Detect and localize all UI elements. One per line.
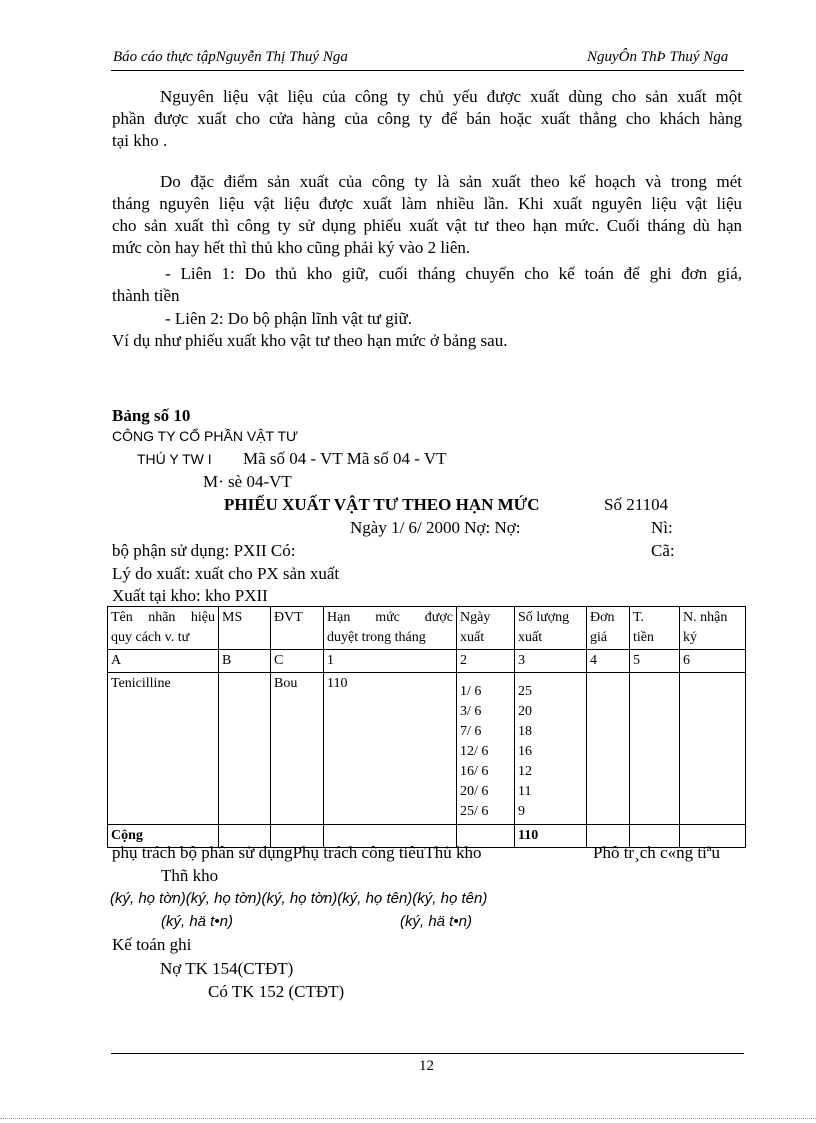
header-receiver: N. nhận ký: [680, 607, 746, 650]
entry-qty: 16: [518, 744, 532, 759]
header-item-name: Tên nhãn hiệu quy cách v. tư: [108, 607, 219, 650]
entry-date: 7/ 6: [460, 724, 482, 739]
header-rule: [111, 70, 744, 71]
total-quantity: 110: [515, 825, 587, 848]
entry-qty: 9: [518, 804, 525, 819]
accounting-credit: Có TK 152 (CTĐT): [208, 982, 345, 1001]
using-department: bộ phận sử dụng: PXII Có:: [112, 541, 296, 560]
signature-instruction-b: (ký, hä t•n): [400, 913, 472, 930]
entry-qty: 25: [518, 684, 532, 699]
total-label: Cộng: [108, 825, 219, 848]
form-code-2: M· sè 04-VT: [203, 472, 292, 491]
code-cell: 6: [680, 650, 746, 673]
item-unit: Bou: [271, 673, 324, 825]
footer-rule: [111, 1053, 744, 1054]
table-code-row: [108, 650, 746, 673]
credit-right-label: Cã:: [651, 541, 675, 560]
entry-date: 12/ 6: [460, 744, 489, 759]
accounting-label: Kế toán ghi: [112, 935, 192, 954]
code-cell: 1: [324, 650, 457, 673]
form-number: Số 21104: [604, 495, 669, 514]
accounting-debit: Nợ TK 154(CTĐT): [160, 959, 294, 978]
header-amount: T. tiền: [630, 607, 680, 650]
header-price: Đơn giá: [587, 607, 630, 650]
company-name-2: THÚ Y TW I: [137, 451, 212, 467]
entry-date: 3/ 6: [460, 704, 482, 719]
signature-roles: phụ trách bộ phân sử dụngPhụ trách công tiêuThủ kho: [112, 843, 482, 862]
header-left: Báo cáo thực tậpNguyễn Thị Thuý Nga: [113, 49, 348, 65]
page-number: 12: [419, 1058, 434, 1074]
code-cell: C: [271, 650, 324, 673]
item-receiver: [680, 673, 746, 825]
code-cell: 3: [515, 650, 587, 673]
entry-date: 16/ 6: [460, 764, 489, 779]
signature-role-right: Phô tr¸ch c«ng tiªu: [593, 843, 720, 862]
para1-line2: phần được xuất cho cửa hàng của công ty để bán hoặc xuất thẳng cho khách hàng: [112, 109, 742, 128]
page-break-line: [0, 1118, 816, 1119]
header-ms: MS: [219, 607, 271, 650]
code-cell: A: [108, 650, 219, 673]
form-date: Ngày 1/ 6/ 2000 Nợ: Nợ:: [350, 518, 521, 537]
item-ms: [219, 673, 271, 825]
entry-qty: 18: [518, 724, 532, 739]
entry-qty: 20: [518, 704, 532, 719]
para2-line1: Do đặc điểm sản xuất của công ty là sản xuất theo kế hoạch và trong mét: [160, 172, 742, 191]
code-cell: 5: [630, 650, 680, 673]
materials-table: [107, 606, 746, 848]
para2-line5: - Liên 1: Do thủ kho giữ, cuối tháng chuyển cho kế toán để ghi đơn giá,: [165, 264, 742, 283]
entry-date: 1/ 6: [460, 684, 482, 699]
para2-line3: cho sản xuất thì công ty sử dụng phiếu xuất vật tư theo hạn mức. Cuối tháng dù hạn: [112, 216, 742, 235]
entry-date: 25/ 6: [460, 804, 489, 819]
header-right: NguyÔn ThÞ Thuý Nga: [587, 49, 729, 65]
item-limit: 110: [324, 673, 457, 825]
issue-reason: Lý do xuất: xuất cho PX sản xuất: [112, 564, 340, 583]
signature-instruction-a: (ký, hä t•n): [161, 913, 233, 930]
entry-dates: [457, 673, 515, 825]
para1-line1: Nguyên liệu vật liệu của công ty chủ yếu được xuất dùng cho sản xuất một: [160, 87, 742, 106]
form-title: PHIẾU XUẤT VẬT TƯ THEO HẠN MỨC: [224, 495, 540, 514]
code-cell: B: [219, 650, 271, 673]
para2-line6: thành tiền: [112, 286, 180, 305]
table-number: Bảng số 10: [112, 406, 191, 425]
para2-line2: tháng nguyên liệu vật liệu được xuất làm nhiều lần. Khi xuất nguyên liệu vật liệu: [112, 194, 742, 213]
item-name: Tenicilline: [108, 673, 219, 825]
para2-line7: - Liên 2: Do bộ phận lĩnh vật tư giữ.: [165, 309, 412, 328]
header-limit: Hạn mức được duyệt trong tháng: [324, 607, 457, 650]
company-name-1: CÔNG TY CỔ PHẦN VẬT TƯ: [112, 428, 298, 444]
entry-qty: 12: [518, 764, 532, 779]
form-code-1: Mã số 04 - VT Mã số 04 - VT: [243, 449, 447, 468]
item-amount: [630, 673, 680, 825]
item-price: [587, 673, 630, 825]
header-date: Ngày xuất: [457, 607, 515, 650]
entry-qty: 11: [518, 784, 532, 799]
debit-right-label: Nì:: [651, 518, 673, 537]
para2-line4: mức còn hay hết thì thủ kho cũng phải ký vào 2 liên.: [112, 238, 471, 257]
entry-quantities: [515, 673, 587, 825]
para2-line8: Ví dụ như phiếu xuất kho vật tư theo hạn mức ở bảng sau.: [112, 331, 508, 350]
code-cell: 4: [587, 650, 630, 673]
issue-warehouse: Xuất tại kho: kho PXII: [112, 586, 268, 605]
table-body-row: [108, 673, 746, 825]
signature-instructions: (ký, họ tờn)(ký, họ tờn)(ký, họ tờn)(ký, họ tên)(ký, họ tên): [110, 890, 488, 907]
code-cell: 2: [457, 650, 515, 673]
entry-date: 20/ 6: [460, 784, 489, 799]
signature-role-warehouse: Thñ kho: [161, 866, 219, 885]
table-header-row: [108, 607, 746, 650]
header-unit: ĐVT: [271, 607, 324, 650]
para1-line3: tại kho .: [112, 131, 168, 150]
header-quantity: Số lượng xuất: [515, 607, 587, 650]
